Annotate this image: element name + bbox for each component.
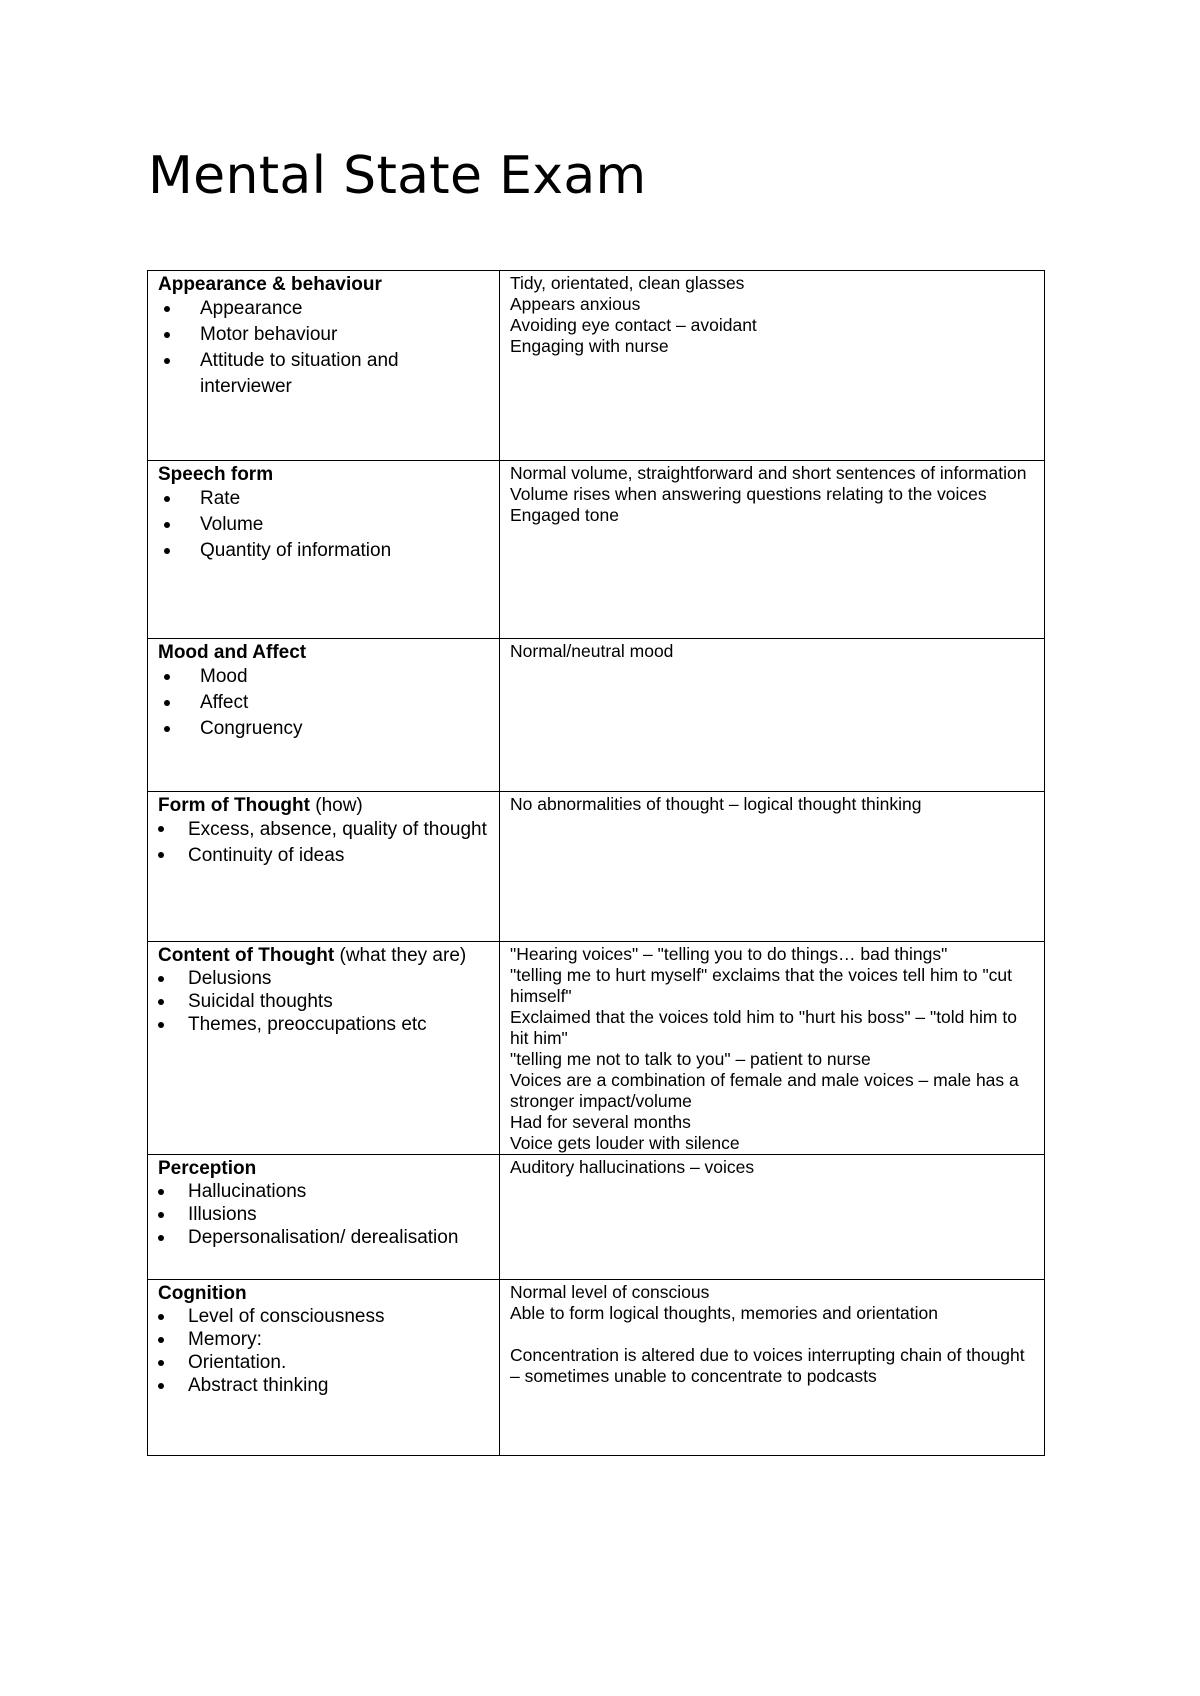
row-heading-label: Mood and Affect bbox=[158, 642, 307, 663]
list-item: Congruency bbox=[158, 716, 489, 742]
table-row bbox=[148, 461, 1045, 639]
table-row bbox=[148, 1155, 1045, 1280]
observation-line: Concentration is altered due to voices interrupting chain of thought – sometimes unable to concentrate to podcasts bbox=[510, 1345, 1025, 1386]
criteria-list bbox=[158, 967, 489, 1036]
observation-line: Avoiding eye contact – avoidant bbox=[510, 315, 757, 335]
observation-line: Volume rises when answering questions relating to the voices bbox=[510, 484, 987, 504]
observation-line: "telling me to hurt myself" exclaims that the voices tell him to "cut himself" bbox=[510, 965, 1013, 1006]
observation-line: Normal/neutral mood bbox=[510, 641, 674, 661]
table-row bbox=[148, 942, 1045, 1155]
list-item: Quantity of information bbox=[158, 538, 489, 564]
list-item: Motor behaviour bbox=[158, 322, 489, 348]
criteria-list bbox=[158, 664, 489, 742]
list-item: Appearance bbox=[158, 296, 489, 322]
page-title: Mental State Exam bbox=[148, 146, 647, 206]
list-item: Attitude to situation and interviewer bbox=[158, 348, 489, 400]
criteria-list bbox=[158, 486, 489, 564]
list-item: Illusions bbox=[158, 1203, 489, 1226]
observation-line: "telling me not to talk to you" – patient to nurse bbox=[510, 1049, 871, 1069]
row-heading-label: Form of Thought bbox=[158, 795, 310, 816]
observation-text bbox=[510, 794, 1034, 815]
mental-state-exam-table bbox=[147, 270, 1045, 1456]
criteria-list bbox=[158, 1305, 489, 1397]
row-heading bbox=[158, 944, 489, 967]
observation-cell bbox=[500, 639, 1045, 792]
list-item: Delusions bbox=[158, 967, 489, 990]
observation-cell bbox=[500, 792, 1045, 942]
observation-line: No abnormalities of thought – logical thought thinking bbox=[510, 794, 922, 814]
table-row bbox=[148, 639, 1045, 792]
criteria-cell bbox=[148, 461, 500, 639]
observation-text bbox=[510, 1157, 1034, 1178]
observation-line: Voice gets louder with silence bbox=[510, 1133, 740, 1153]
list-item: Affect bbox=[158, 690, 489, 716]
list-item: Mood bbox=[158, 664, 489, 690]
observation-line: Tidy, orientated, clean glasses bbox=[510, 273, 745, 293]
row-heading bbox=[158, 1157, 489, 1180]
list-item: Level of consciousness bbox=[158, 1305, 489, 1328]
observation-line: Able to form logical thoughts, memories and orientation bbox=[510, 1303, 939, 1323]
observation-line bbox=[510, 1324, 1034, 1345]
observation-text bbox=[510, 273, 1034, 357]
table-row bbox=[148, 792, 1045, 942]
list-item: Suicidal thoughts bbox=[158, 990, 489, 1013]
criteria-cell bbox=[148, 792, 500, 942]
criteria-list bbox=[158, 1180, 489, 1249]
criteria-list bbox=[158, 296, 489, 400]
criteria-cell bbox=[148, 639, 500, 792]
observation-line: Engaged tone bbox=[510, 505, 619, 525]
list-item: Hallucinations bbox=[158, 1180, 489, 1203]
criteria-list bbox=[158, 817, 489, 869]
list-item: Rate bbox=[158, 486, 489, 512]
list-item: Abstract thinking bbox=[158, 1374, 489, 1397]
observation-cell bbox=[500, 271, 1045, 461]
criteria-cell bbox=[148, 1155, 500, 1280]
table-row bbox=[148, 271, 1045, 461]
list-item: Excess, absence, quality of thought bbox=[158, 817, 489, 843]
list-item: Memory: bbox=[158, 1328, 489, 1351]
observation-line: Exclaimed that the voices told him to "hurt his boss" – "told him to hit him" bbox=[510, 1007, 1017, 1048]
criteria-cell bbox=[148, 942, 500, 1155]
observation-line: Had for several months bbox=[510, 1112, 691, 1132]
list-item: Continuity of ideas bbox=[158, 843, 489, 869]
criteria-cell bbox=[148, 1280, 500, 1456]
row-heading-label: Appearance & behaviour bbox=[158, 274, 382, 295]
list-item: Volume bbox=[158, 512, 489, 538]
list-item: Themes, preoccupations etc bbox=[158, 1013, 489, 1036]
row-heading-note: (what they are) bbox=[339, 945, 467, 966]
observation-line: Engaging with nurse bbox=[510, 336, 669, 356]
row-heading-label: Speech form bbox=[158, 464, 274, 485]
observation-cell bbox=[500, 461, 1045, 639]
row-heading bbox=[158, 641, 489, 664]
row-heading bbox=[158, 1282, 489, 1305]
observation-line: "Hearing voices" – "telling you to do things… bad things" bbox=[510, 944, 948, 964]
observation-line: Auditory hallucinations – voices bbox=[510, 1157, 755, 1177]
observation-cell bbox=[500, 942, 1045, 1155]
list-item: Orientation. bbox=[158, 1351, 489, 1374]
criteria-cell bbox=[148, 271, 500, 461]
observation-line: Voices are a combination of female and male voices – male has a stronger impact/volume bbox=[510, 1070, 1019, 1111]
row-heading-label: Perception bbox=[158, 1158, 257, 1179]
table-row bbox=[148, 1280, 1045, 1456]
row-heading-note: (how) bbox=[315, 795, 363, 816]
observation-line: Normal volume, straightforward and short sentences of information bbox=[510, 463, 1027, 483]
observation-cell bbox=[500, 1155, 1045, 1280]
row-heading-label: Cognition bbox=[158, 1283, 247, 1304]
observation-text bbox=[510, 944, 1034, 1154]
observation-text bbox=[510, 641, 1034, 662]
observation-line: Normal level of conscious bbox=[510, 1282, 710, 1302]
observation-text bbox=[510, 1282, 1034, 1387]
row-heading bbox=[158, 463, 489, 486]
list-item: Depersonalisation/ derealisation bbox=[158, 1226, 489, 1249]
observation-line: Appears anxious bbox=[510, 294, 641, 314]
row-heading bbox=[158, 273, 489, 296]
row-heading bbox=[158, 794, 489, 817]
row-heading-label: Content of Thought bbox=[158, 945, 335, 966]
observation-cell bbox=[500, 1280, 1045, 1456]
observation-text bbox=[510, 463, 1034, 526]
